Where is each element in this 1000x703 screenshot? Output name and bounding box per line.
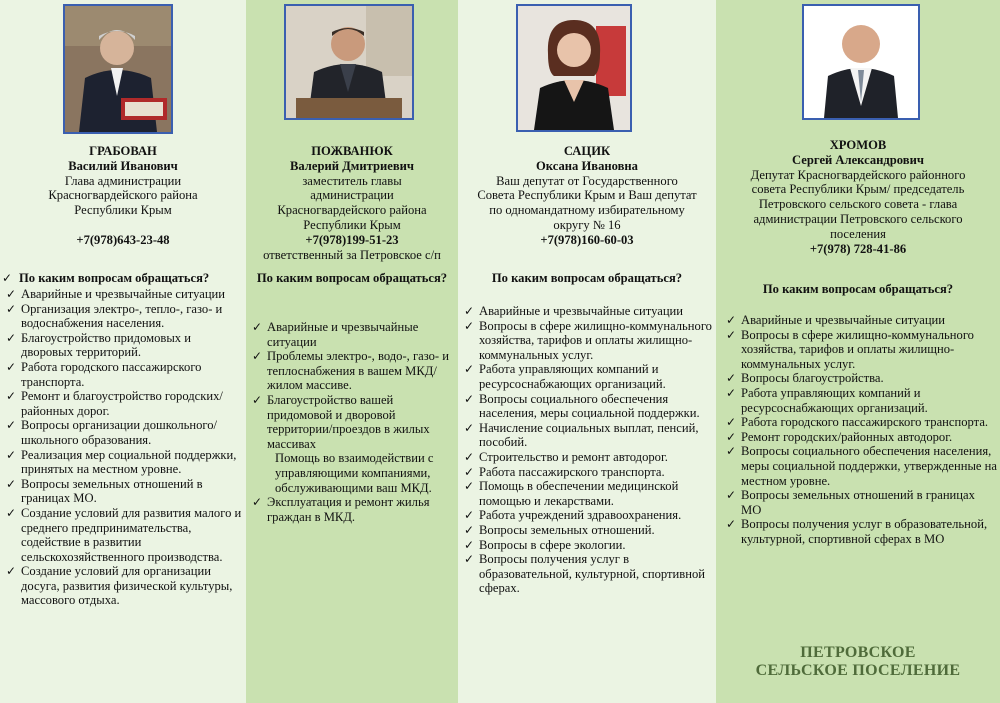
- check-icon: ✓: [252, 320, 263, 334]
- list-item: ✓ Строительство и ремонт автодорог.: [464, 449, 668, 464]
- check-icon: ✓: [6, 389, 17, 404]
- questions-list: [722, 313, 998, 547]
- check-icon: ✓: [464, 537, 475, 552]
- check-icon: ✓: [252, 495, 263, 510]
- panel-satsik: [458, 0, 716, 703]
- check-icon: ✓: [6, 359, 17, 374]
- check-icon: ✓: [464, 318, 475, 333]
- full-name: Валерий Дмитриевич: [290, 158, 414, 173]
- list-item: ✓ Работа городского пассажирского транспорта.: [6, 359, 202, 389]
- list-item: ✓ Помощь в обеспечении медицинской помощью и лекарствами.: [464, 479, 679, 508]
- check-icon: ✓: [464, 464, 475, 479]
- questions-header: По каким вопросам обращаться?: [491, 271, 683, 285]
- list-item: ✓ Аварийные и чрезвычайные ситуации: [464, 304, 684, 318]
- questions-list: [2, 287, 244, 608]
- panel-khromov: [716, 0, 1000, 703]
- full-name: Оксана Ивановна: [536, 158, 638, 173]
- list-item: ✓ Благоустройство придомовых и дворовых территорий.: [6, 330, 191, 360]
- position-line: Республики Крым: [74, 203, 172, 218]
- list-item: ✓ Организация электро-, тепло-, газо- и водоснабжения населения.: [6, 301, 223, 331]
- check-icon: ✓: [6, 418, 17, 433]
- check-icon: ✓: [726, 488, 737, 503]
- check-icon: ✓: [6, 476, 17, 491]
- list-item: ✓ Вопросы в сфере жилищно-коммунального хозяйства, тарифов и оплаты жилищно-коммунальных услуг.: [464, 318, 712, 362]
- check-icon: ✓: [726, 444, 737, 459]
- check-icon: ✓: [726, 385, 737, 400]
- questions-header: По каким вопросам обращаться?: [256, 271, 448, 285]
- check-icon: ✓: [464, 362, 475, 377]
- position-line: Ваш депутат от Государственного: [496, 173, 678, 188]
- check-icon: ✓: [6, 330, 17, 345]
- check-icon: ✓: [2, 271, 13, 285]
- position-line: Депутат Красногвардейского районного: [750, 167, 966, 182]
- list-item: ✓ Вопросы организации дошкольного/школьного образования.: [6, 418, 218, 447]
- panel-pozhvanyuk: [246, 0, 458, 703]
- position-line: округу № 16: [553, 217, 621, 232]
- position-line: Красногвардейского района: [277, 203, 427, 218]
- full-name: Сергей Александрович: [792, 152, 924, 167]
- list-item: ✓ Работа городского пассажирского транспорта.: [726, 415, 989, 430]
- person-header-grabovan: [0, 144, 246, 248]
- surname: САЦИК: [563, 144, 611, 158]
- check-icon: ✓: [726, 313, 737, 327]
- list-item: ✓ Реализация мер социальной поддержки, принятых на местном уровне.: [6, 447, 237, 477]
- check-icon: ✓: [6, 505, 17, 520]
- position-line: Республики Крым: [303, 217, 401, 232]
- check-icon: ✓: [252, 392, 263, 407]
- check-icon: ✓: [464, 449, 475, 464]
- check-icon: ✓: [6, 447, 17, 462]
- settlement-title-line: ПЕТРОВСКОЕ: [800, 644, 916, 661]
- surname: ХРОМОВ: [829, 138, 887, 152]
- portrait-photo-khromov: [802, 4, 920, 120]
- position-line: администрации Петровского сельского: [753, 211, 963, 226]
- list-item: ✓ Работа управляющих компаний и ресурсоснабжающих организаций.: [726, 385, 928, 415]
- position-line: совета Республики Крым/ председатель: [751, 182, 965, 197]
- surname: ПОЖВАНЮК: [311, 144, 393, 158]
- questions-list: [248, 320, 456, 524]
- check-icon: ✓: [464, 391, 475, 406]
- check-icon: ✓: [6, 564, 17, 579]
- check-icon: ✓: [464, 420, 475, 435]
- portrait-photo-pozhvanyuk: [284, 4, 414, 120]
- responsible-note: ответственный за Петровское с/п: [263, 247, 441, 262]
- phone-number: +7(978)199-51-23: [305, 232, 399, 247]
- check-icon: ✓: [6, 287, 17, 301]
- list-item: ✓ Работа пассажирского транспорта.: [464, 464, 665, 479]
- list-item: ✓ Проблемы электро-, водо-, газо- и теплоснабжения в вашем МКД/жилом массиве.: [252, 349, 450, 393]
- check-icon: ✓: [252, 349, 263, 364]
- phone-number: +7(978)643-23-48: [76, 232, 170, 247]
- check-icon: ✓: [464, 552, 475, 567]
- list-note: Помощь во взаимодействии с управляющими компаниями, обслуживающими ваш МКД.: [275, 451, 434, 495]
- list-item: ✓ Аварийные и чрезвычайные ситуации: [6, 287, 226, 301]
- full-name: Василий Иванович: [68, 158, 178, 173]
- check-icon: ✓: [726, 327, 737, 342]
- list-item: ✓ Вопросы в сфере экологии.: [464, 537, 626, 552]
- person-header-satsik: [458, 144, 716, 248]
- list-item: ✓ Эксплуатация и ремонт жилья граждан в МКД.: [252, 495, 430, 524]
- check-icon: ✓: [726, 415, 737, 430]
- person-header-pozhvanyuk: [246, 144, 458, 262]
- list-item: ✓ Вопросы благоустройства.: [726, 371, 884, 386]
- list-item: ✓ Вопросы социального обеспечения населения, меры социальной поддержки, утвержденные на местном уровне.: [726, 444, 997, 488]
- phone-number: +7(978) 728-41-86: [809, 241, 907, 256]
- questions-list: [460, 304, 714, 596]
- check-icon: ✓: [726, 517, 737, 532]
- check-icon: ✓: [464, 522, 475, 537]
- list-item: ✓ Ремонт городских/районных автодорог.: [726, 429, 953, 444]
- check-icon: ✓: [6, 301, 17, 316]
- list-item: ✓ Работа управляющих компаний и ресурсоснабжающих организаций.: [464, 362, 666, 391]
- position-line: Красногвардейского района: [48, 188, 198, 203]
- list-item: ✓ Вопросы земельных отношений в границах МО: [726, 488, 975, 517]
- list-item: ✓ Вопросы земельных отношений.: [464, 522, 655, 537]
- settlement-title-line: СЕЛЬСКОЕ ПОСЕЛЕНИЕ: [755, 662, 961, 679]
- position-line: Совета Республики Крым и Ваш депутат: [477, 188, 697, 203]
- portrait-photo-grabovan: [63, 4, 173, 134]
- position-line: поселения: [830, 226, 886, 241]
- list-item: ✓ Благоустройство вашей придомовой и дворовой территории/проездов в жилых массивах: [252, 392, 430, 451]
- list-item: ✓ Аварийные и чрезвычайные ситуации: [726, 313, 946, 327]
- phone-number: +7(978)160-60-03: [540, 232, 634, 247]
- list-item: ✓ Вопросы в сфере жилищно-коммунального хозяйства, тарифов и оплаты жилищно-коммунальных услуг.: [726, 327, 974, 371]
- position-line: заместитель главы: [302, 173, 402, 188]
- portrait-photo-satsik: [516, 4, 632, 132]
- list-item: ✓ Вопросы земельных отношений в границах МО.: [6, 476, 203, 506]
- list-item: ✓ Вопросы социального обеспечения населения, меры социальной поддержки.: [464, 391, 700, 421]
- list-item: ✓ Аварийные и чрезвычайные ситуации: [252, 320, 419, 349]
- list-item: ✓ Создание условий для развития малого и среднего предпринимательства, содействие в развитии сельскохозяйственного производства.: [6, 505, 242, 564]
- position-line: по одномандатному избирательному: [489, 203, 685, 218]
- questions-header: ✓ По каким вопросам обращаться?: [2, 271, 210, 285]
- position-line: администрации: [310, 188, 394, 203]
- check-icon: ✓: [464, 479, 475, 494]
- check-icon: ✓: [464, 508, 475, 523]
- panel-grabovan: [0, 0, 246, 703]
- position-line: Петровского сельского совета - глава: [758, 197, 958, 212]
- list-item: ✓ Ремонт и благоустройство городских/районных дорог.: [6, 389, 223, 418]
- position-line: Глава администрации: [64, 173, 182, 188]
- check-icon: ✓: [464, 304, 475, 318]
- check-icon: ✓: [726, 429, 737, 444]
- surname: ГРАБОВАН: [89, 144, 157, 158]
- questions-header: По каким вопросам обращаться?: [762, 282, 954, 296]
- list-item: ✓ Вопросы получения услуг в образовательной, культурной, спортивной сферах.: [464, 552, 705, 596]
- list-item: ✓ Создание условий для организации досуга, развития физической культуры, массового отдыха.: [6, 564, 233, 608]
- person-header-khromov: [716, 138, 1000, 256]
- settlement-title: [716, 644, 1000, 680]
- list-item: ✓ Вопросы получения услуг в образовательной, культурной, спортивной сферах в МО: [726, 517, 988, 546]
- check-icon: ✓: [726, 371, 737, 386]
- list-item: ✓ Работа учреждений здравоохранения.: [464, 508, 682, 523]
- list-item: ✓ Начисление социальных выплат, пенсий, пособий.: [464, 420, 699, 450]
